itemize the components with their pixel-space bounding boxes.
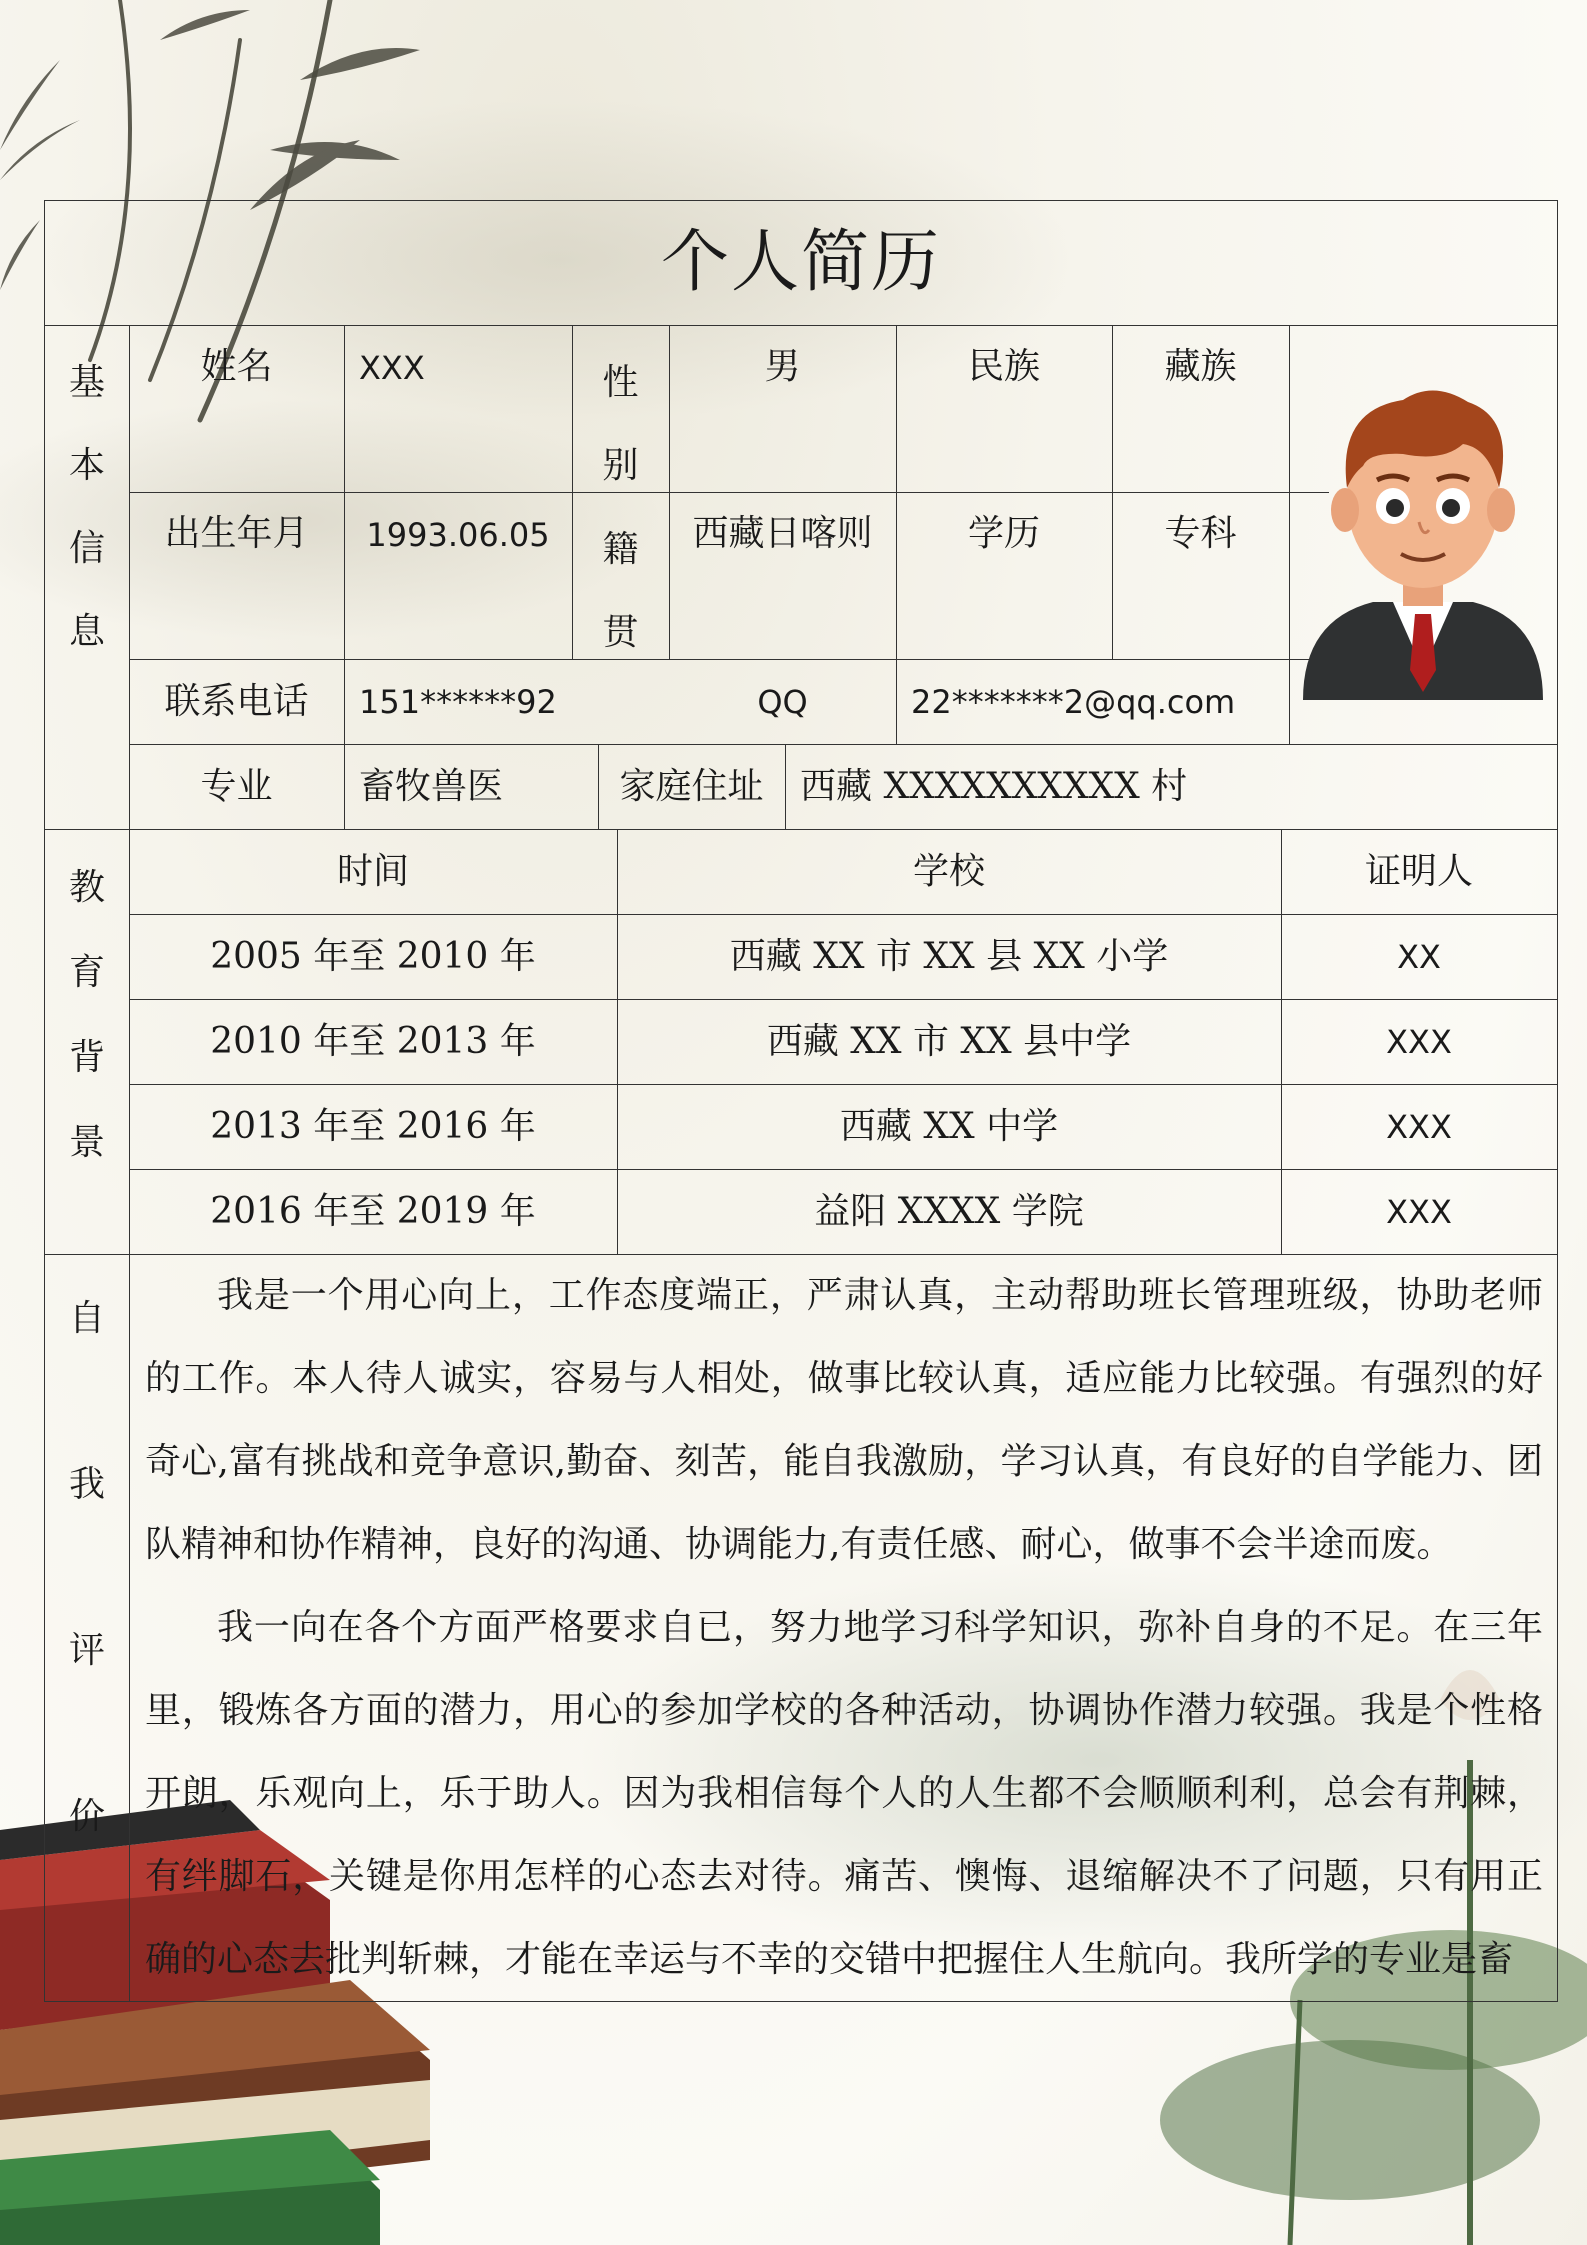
edu-row-witness: XXX [1386,1192,1452,1231]
self-eval-paragraph: 我是一个用心向上，工作态度端正，严肃认真，主动帮助班长管理班级，协助老师的工作。本人待人诚实，容易与人相处，做事比较认真，适应能力比较强。有强烈的好奇心,富有挑战和竞争意识,勤奋、刻苦，能自我激励，学习认真，有良好的自学能力、团队精神和协作精神，良好的沟通、协调能力,有责任感、耐心，做事不会半途而废。 [145,1275,1543,1565]
name-label: 姓名 [200,346,273,387]
ethnicity-label: 民族 [967,346,1040,387]
gender-label [572,325,669,492]
major-label: 专业 [200,765,273,807]
edu-row-time: 2010 年至 2013 年 [210,1020,536,1062]
section-basic-label: 基 本 信 息 [68,362,105,652]
edu-row-witness: XXX [1386,1022,1452,1061]
native-label [572,492,669,659]
edu-row-time: 2016 年至 2019 年 [210,1190,536,1232]
self-eval-paragraph: 我一向在各个方面严格要求自已，努力地学习科学知识，弥补自身的不足。在三年里，锻炼各方面的潜力，用心的参加学校的各种活动，协调协作潜力较强。我是个性格开朗，乐观向上，乐于助人。因为我相信每个人的人生都不会顺顺利利，总会有荆棘，有绊脚石，关键是你用怎样的心态去对待。痛苦、懊悔、退缩解决不了问题，只有用正确的心态去批判斩棘，才能在幸运与不幸的交错中把握住人生航向。我所学的专业是畜 [145,1607,1543,1980]
edu-header-witness: 证明人 [1364,850,1473,892]
birth-value: 1993.06.05 [366,516,550,554]
resume-table [44,200,1558,2002]
edu-header-school: 学校 [912,850,985,892]
birth-label: 出生年月 [164,513,309,554]
phone-label: 联系电话 [164,680,309,722]
ethnicity-value: 藏族 [1164,346,1237,387]
page-title: 个人简历 [660,223,941,302]
phone-value: 151******92 [359,682,557,721]
edu-row-time: 2013 年至 2016 年 [210,1105,536,1147]
degree-label: 学历 [967,513,1040,554]
address-value: 西藏 XXXXXXXXXX 村 [800,765,1188,807]
qq-value: 22*******2@qq.com [911,682,1236,721]
name-value: XXX [359,349,425,387]
section-basic-info [45,325,129,829]
native-value: 西藏日喀则 [692,513,873,554]
edu-row-time: 2005 年至 2010 年 [210,935,536,977]
major-value: 畜牧兽医 [359,765,504,807]
edu-header-time: 时间 [336,850,409,892]
self-eval-body [45,1254,1557,2001]
gender-label-text: 性 别 [602,362,639,486]
edu-row-school: 西藏 XX 市 XX 县中学 [766,1020,1132,1062]
edu-row-school: 西藏 XX 中学 [839,1105,1059,1147]
section-education-label: 教 育 背 景 [68,867,105,1163]
qq-label: QQ [757,682,808,721]
address-label: 家庭住址 [619,765,764,807]
section-self-eval-label: 自 我 评 价 [68,1297,105,1837]
edu-row-witness: XX [1397,937,1441,976]
edu-row-school: 益阳 XXXX 学院 [814,1190,1084,1232]
gender-value: 男 [764,346,801,387]
edu-row-witness: XXX [1386,1107,1452,1146]
edu-row-school: 西藏 XX 市 XX 县 XX 小学 [729,935,1169,977]
section-education [45,829,129,1254]
avatar-icon [1293,370,1553,700]
profile-photo [1289,325,1557,744]
native-label-text: 籍 贯 [602,529,639,653]
degree-value: 专科 [1164,513,1237,554]
